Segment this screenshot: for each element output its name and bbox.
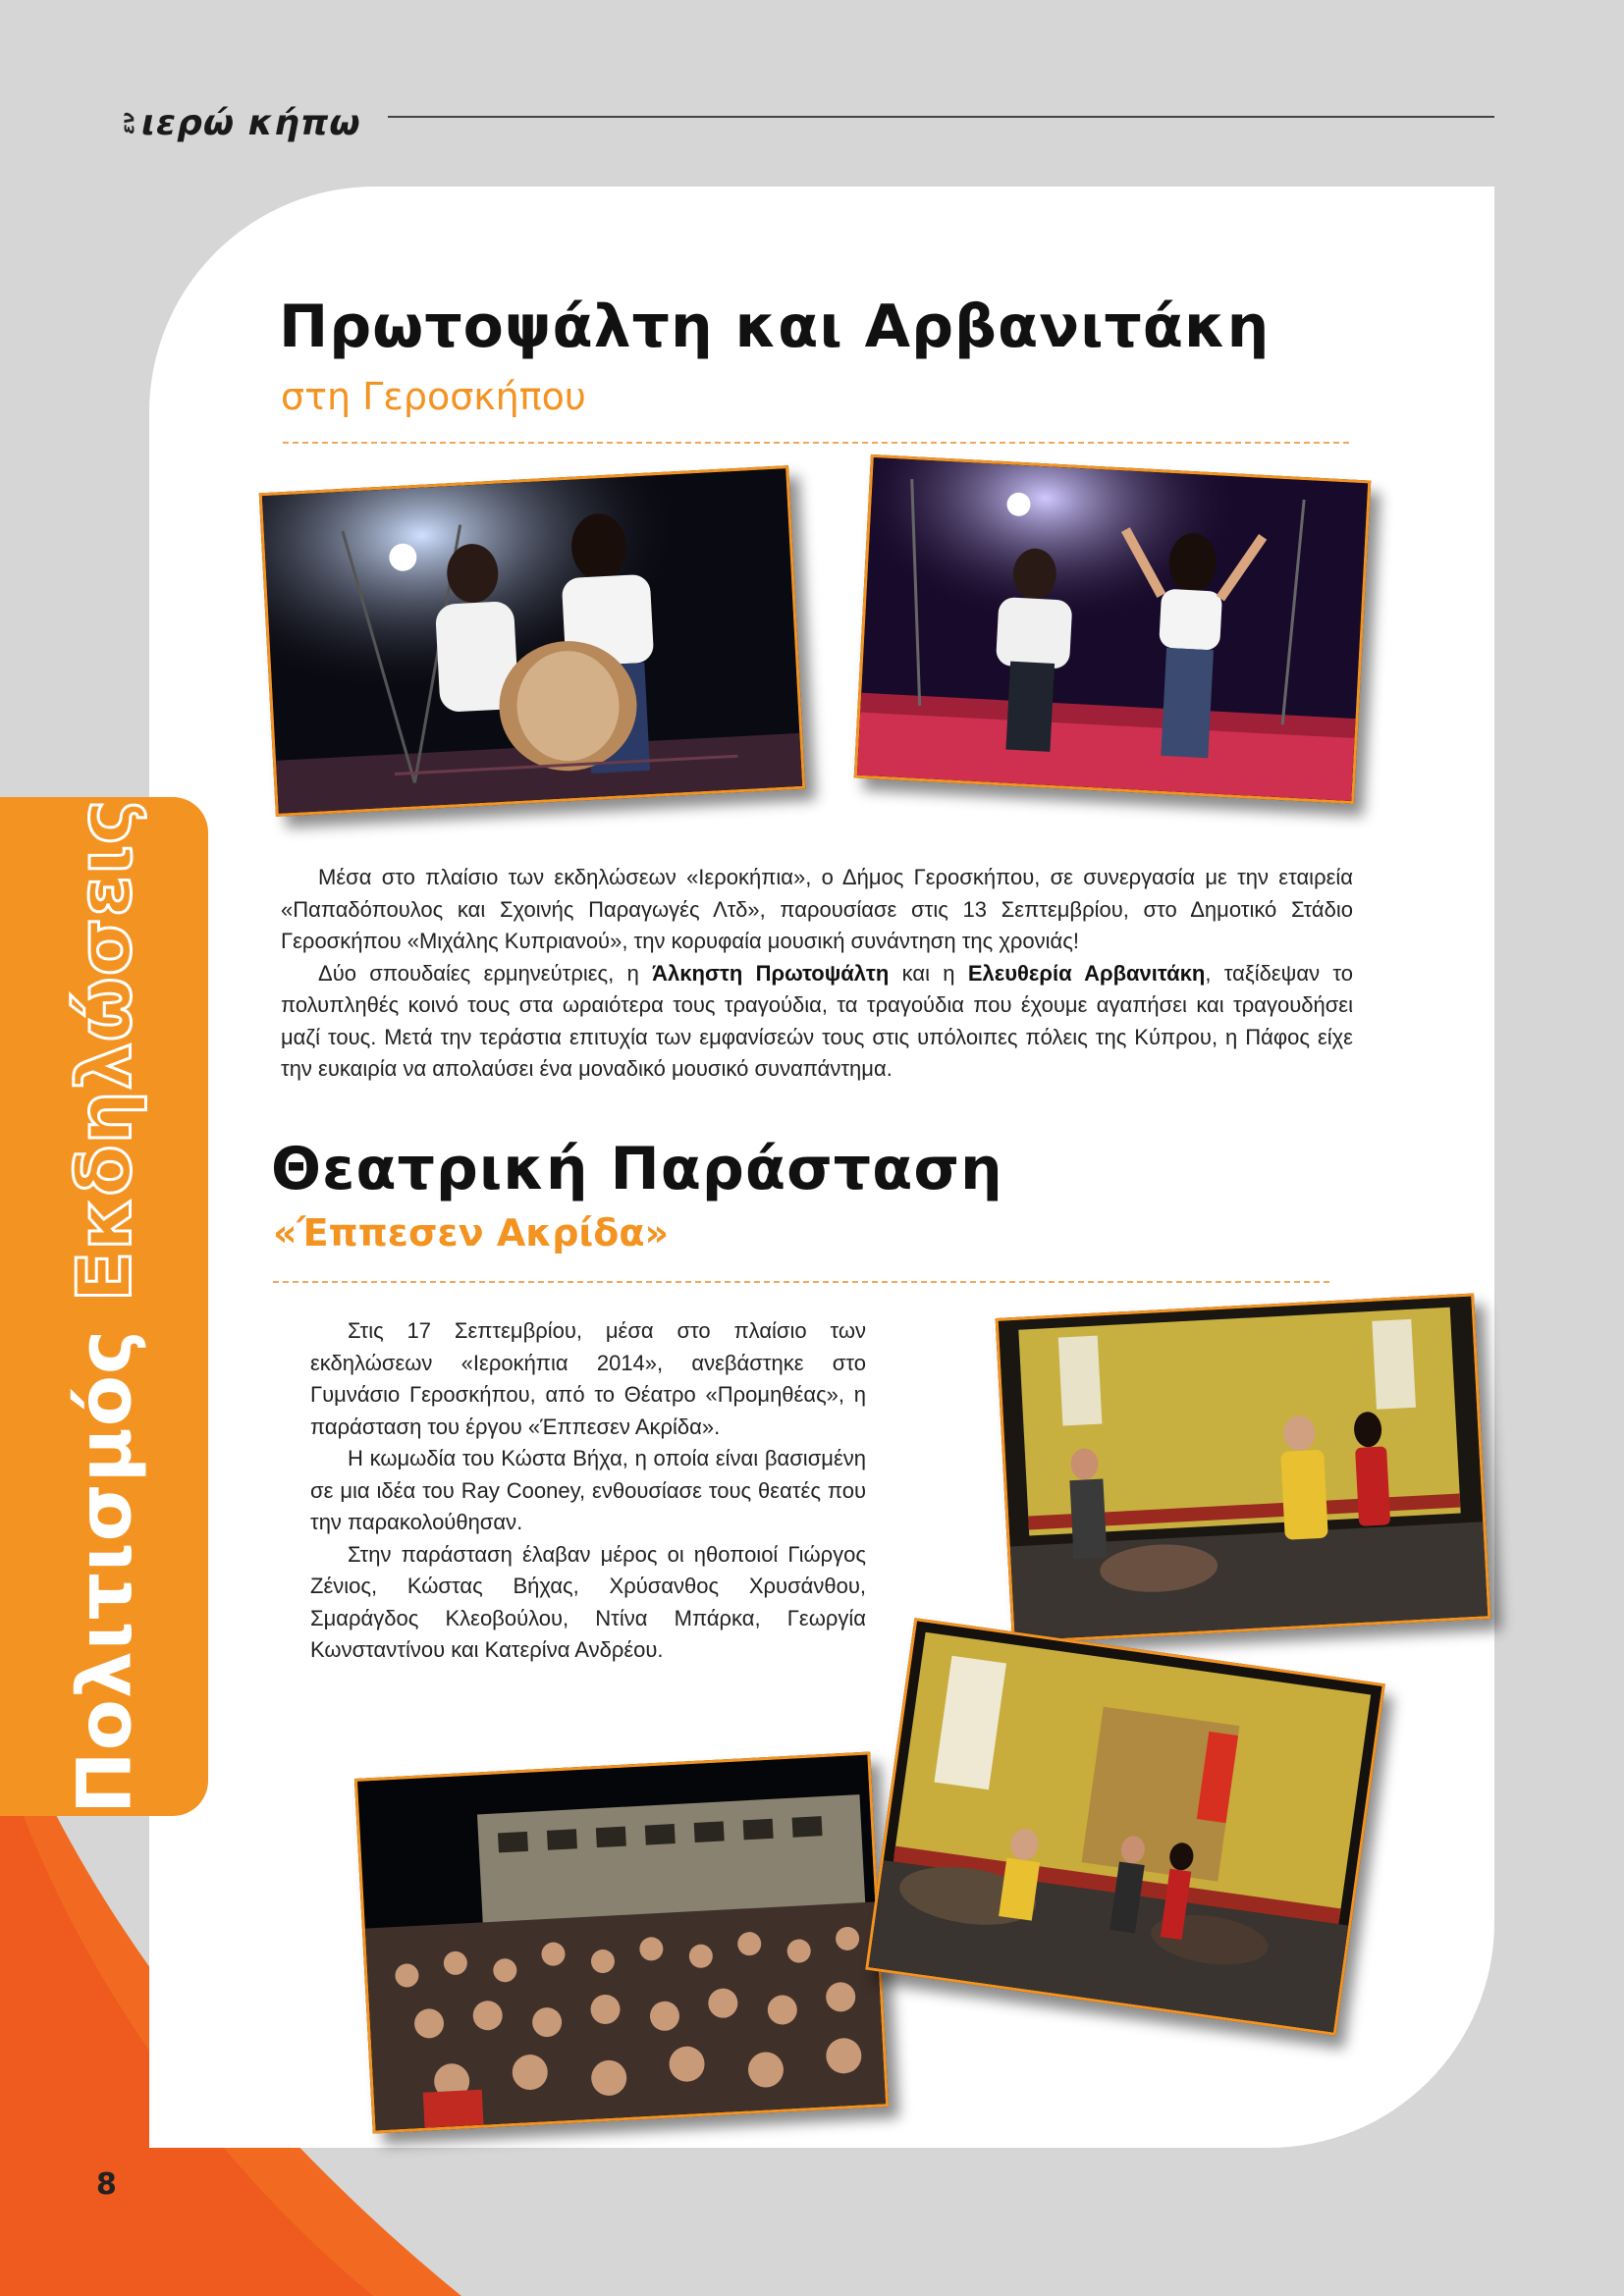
article1-divider	[283, 442, 1349, 444]
article2-divider	[273, 1281, 1329, 1283]
concert-photo-2	[854, 454, 1372, 804]
page-number: 8	[96, 2167, 117, 2202]
article1-p2-b: και η	[889, 960, 968, 986]
article1-title: Πρωτοψάλτη και Αρβανιτάκη	[279, 293, 1271, 361]
article2-paragraph-2: Η κωμωδία του Κώστα Βήχα, η οποία είναι βασισμένη σε μια ιδέα του Ray Cooney, ενθουσίασε τους θεατές που την παρακολούθησαν.	[310, 1446, 866, 1534]
theatre-photo-2	[865, 1618, 1385, 2036]
logo-prefix: εν	[118, 112, 139, 134]
audience-photo	[354, 1751, 889, 2133]
logo-name: ιερώ κήπω	[141, 103, 361, 143]
article2-body	[310, 1315, 866, 1667]
header-rule	[388, 116, 1494, 118]
article1-subtitle: στη Γεροσκήπου	[281, 375, 586, 418]
theatre-photo-1	[996, 1293, 1491, 1643]
article1-paragraph-1: Μέσα στο πλαίσιο των εκδηλώσεων «Ιεροκήπια», ο Δήμος Γεροσκήπου, σε συνεργασία με την εταιρεία «Παπαδόπουλος και Σχοινής Παραγωγές Λτδ», παρουσίασε στις 13 Σεπτεμβρίου, στο Δημοτικό Στάδιο Γεροσκήπου «Μιχάλης Κυπριανού», την κορυφαία μουσική συνάντηση της χρονιάς!	[281, 865, 1353, 953]
magazine-logo	[118, 94, 361, 143]
article1-paragraph-2	[281, 958, 1353, 1086]
concert-photo-1	[259, 465, 806, 817]
article1-body	[281, 862, 1353, 1086]
artist-name-1: Άλκηστη Πρωτοψάλτη	[652, 960, 890, 986]
section-word-1: Πολιτισμός	[60, 1328, 148, 1815]
article2-title: Θεατρική Παράσταση	[271, 1135, 1003, 1203]
article1-p2-a: Δύο σπουδαίες ερμηνεύτριες, η	[318, 960, 653, 986]
artist-name-2: Ελευθερία Αρβανιτάκη	[967, 960, 1206, 986]
section-label	[61, 799, 148, 1814]
article2-paragraph-3: Στην παράσταση έλαβαν μέρος οι ηθοποιοί Γιώργος Ζένιος, Κώστας Βήχας, Χρύσανθος Χρυσάνθου, Σμαράγδος Κλεοβούλου, Ντίνα Μπάρκα, Γεωργία Κωνσταντίνου και Κατερίνα Ανδρέου.	[310, 1541, 866, 1662]
article1-p2-c: , ταξίδεψαν το πολυπληθές κοινό τους στα ωραιότερα τους τραγούδια, τα τραγούδια που έχουμε αγαπήσει και τραγουδήσει μαζί τους. Μετά την τεράστια επιτυχία των εμφανίσεών τους στις υπόλοιπες πόλεις της Κύπρου, η Πάφος είχε την ευκαιρία να απολαύσει ένα μοναδικό μουσικό συναπάντημα.	[281, 960, 1354, 1081]
article2-subtitle: «Έππεσεν Ακρίδα»	[273, 1211, 669, 1255]
article2-paragraph-1: Στις 17 Σεπτεμβρίου, μέσα στο πλαίσιο των εκδηλώσεων «Ιεροκήπια 2014», ανεβάστηκε στο Γυμνάσιο Γεροσκήπου, από το Θέατρο «Προμηθέας», η παράσταση του έργου «Έππεσεν Ακρίδα».	[310, 1318, 866, 1439]
section-word-2: Εκδηλώσεις	[60, 798, 148, 1303]
